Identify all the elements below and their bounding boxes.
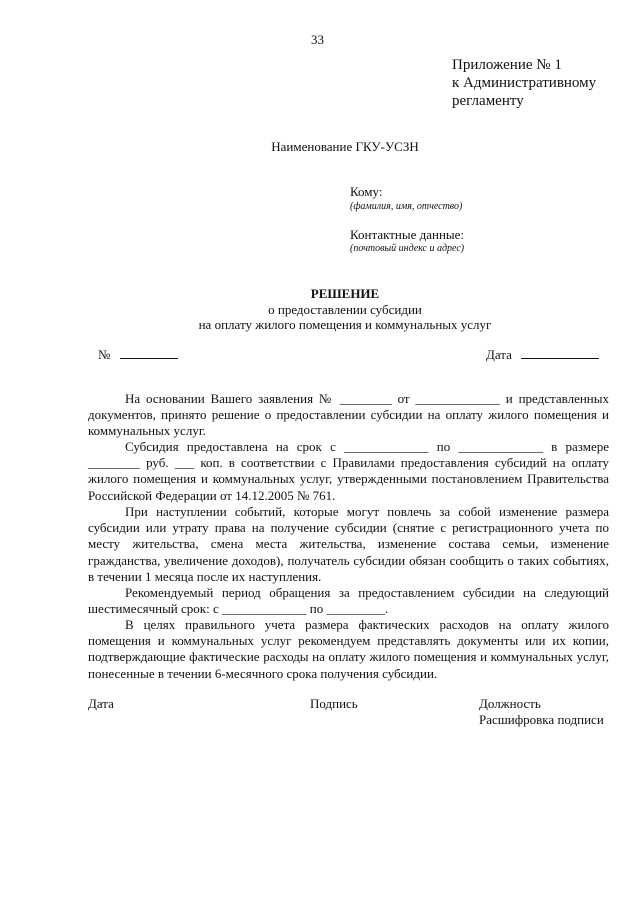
contact-label: Контактные данные: [350,227,465,242]
signature-sign: Подпись [310,696,358,711]
document-title: РЕШЕНИЕ [310,286,380,301]
paragraph-expenses: В целях правильного учета размера фактических расходов на оплату жилого помещения и коммунальных услуг рекомендуем представлять документы или их копии, подтверждающие фактические расходы на оплату жилого помещения и коммунальных услуг, понесенные в течении 6-месячного срока получения субсидии. [88,617,609,681]
document-subtitle-2: на оплату жилого помещения и коммунальных услуг [198,317,492,332]
paragraph-events: При наступлении событий, которые могут повлечь за собой изменение размера субсидии или утрату права на получение субсидии (снятие с регистрационного учета по месту жительства, смена места жительства, изменение состава семьи, изменение гражданства, увеличение доходов), получатель субсидии обязан сообщить о таких событиях, в течении 1 месяца после их наступления. [88,504,609,584]
appendix-line-3: регламенту [452,93,524,109]
organization-name: Наименование ГКУ-УСЗН [271,139,419,154]
appendix-line-2: к Административному [452,75,597,91]
paragraph-term: Субсидия предоставлена на срок с _____________ по _____________ в размере ________ руб. ___ коп. в соответствии с Правилами предоставления субсидий на оплату жилого помещения и коммунальных услуг, утвержденными постановлением Правительства Российской Федерации от 14.12.2005 № 761. [88,439,609,503]
paragraph-period: Рекомендуемый период обращения за предоставлением субсидии на следующий шестимесячный срок: с _____________ по _________. [88,585,609,617]
paragraph-basis: На основании Вашего заявления № ________ от _____________ и представленных документов, принято решение о предоставлении субсидии на оплату жилого помещения и коммунальных услуг. [88,391,609,439]
date-label: Дата [486,347,512,362]
signature-decode: Расшифровка подписи [479,712,604,727]
date-blank [521,347,599,359]
appendix-line-1: Приложение № 1 [452,57,562,73]
number-blank [120,347,178,359]
contact-hint: (почтовый индекс и адрес) [350,243,465,254]
recipient-label: Кому: [350,184,383,199]
document-subtitle-1: о предоставлении субсидии [268,302,422,317]
number-label: № [98,347,111,362]
recipient-hint: (фамилия, имя, отчество) [350,201,463,212]
decision-number [98,347,178,363]
signature-date: Дата [88,696,114,711]
decision-date [486,347,599,363]
appendix-note [452,56,627,110]
page-number: 33 [311,32,324,47]
signature-position: Должность [479,696,541,711]
